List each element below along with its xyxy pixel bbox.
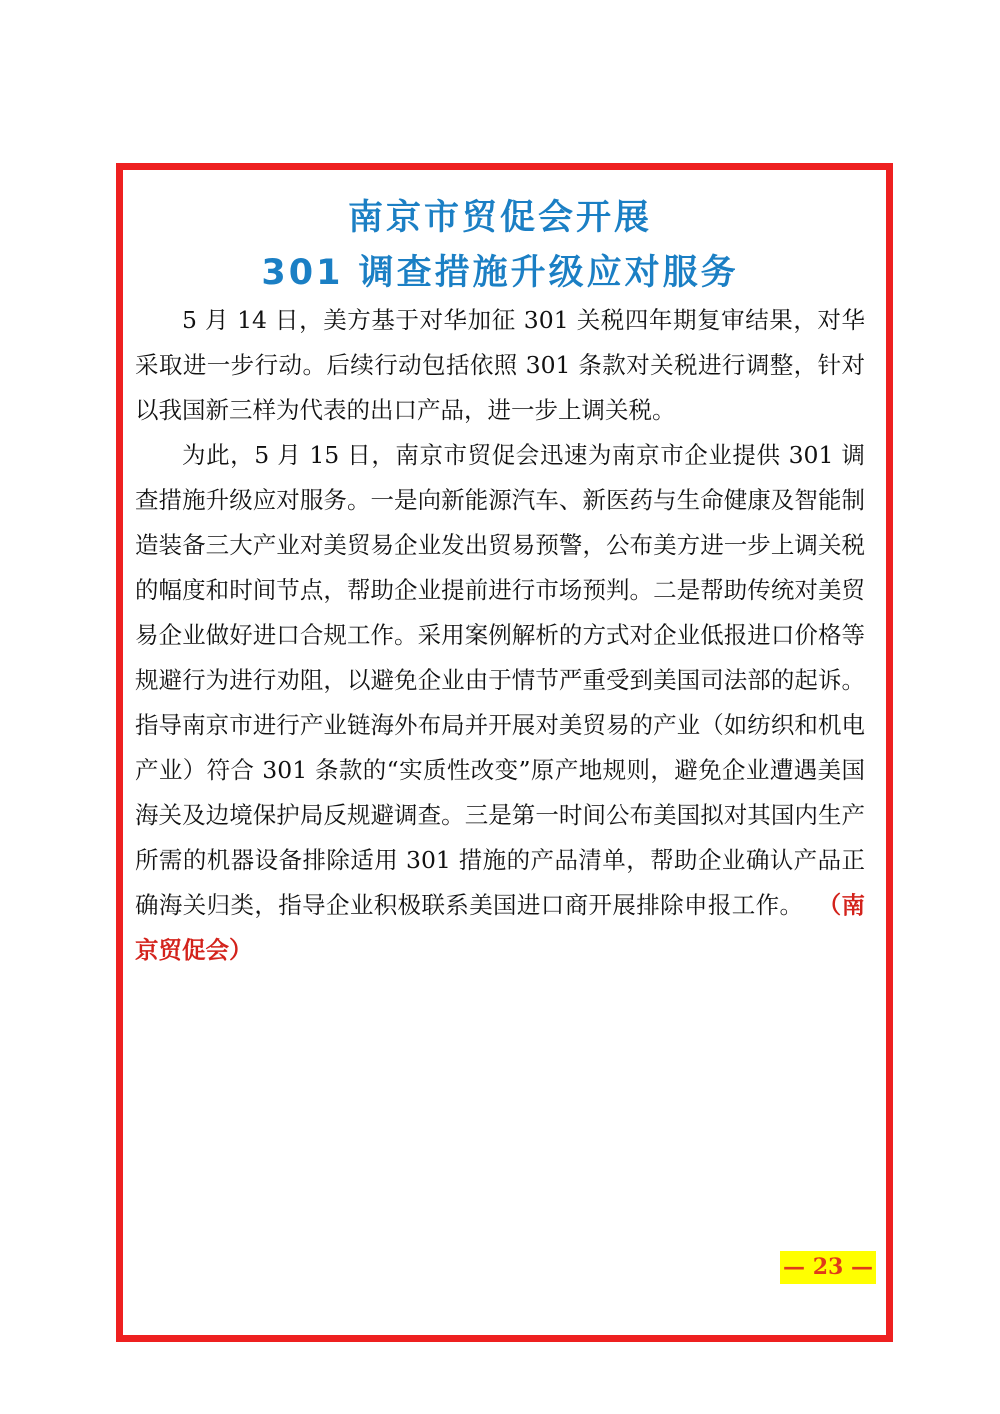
article-title-line-2: 301 调查措施升级应对服务 xyxy=(261,253,739,293)
article-title-line-1: 南京市贸促会开展 xyxy=(347,198,652,238)
article-body xyxy=(135,298,865,973)
paragraph-2 xyxy=(135,433,865,973)
page-number: — 23 — xyxy=(780,1251,876,1284)
paragraph-1-text: 5 月 14 日，美方基于对华加征 301 关税四年期复审结果，对华采取进一步行动。后续行动包括依照 301 条款对关税进行调整，针对以我国新三样为代表的出口产品，进一步上调关税。 xyxy=(135,306,865,424)
paragraph-1 xyxy=(135,298,865,433)
paragraph-2-text: 为此，5 月 15 日，南京市贸促会迅速为南京市企业提供 301 调查措施升级应对服务。一是向新能源汽车、新医药与生命健康及智能制造装备三大产业对美贸易企业发出贸易预警，公布美方进一步上调关税的幅度和时间节点，帮助企业提前进行市场预判。二是帮助传统对美贸易企业做好进口合规工作。采用案例解析的方式对企业低报进口价格等规避行为进行劝阻，以避免企业由于情节严重受到美国司法部的起诉。指导南京市进行产业链海外布局并开展对美贸易的产业（如纺织和机电产业）符合 301 条款的“实质性改变”原产地规则，避免企业遭遇美国海关及边境保护局反规避调查。三是第一时间公布美国拟对其国内生产所需的机器设备排除适用 301 措施的产品清单，帮助企业确认产品正确海关归类，指导企业积极联系美国进口商开展排除申报工作。 xyxy=(135,441,865,919)
source-attribution: （南京贸促会） xyxy=(135,891,866,964)
